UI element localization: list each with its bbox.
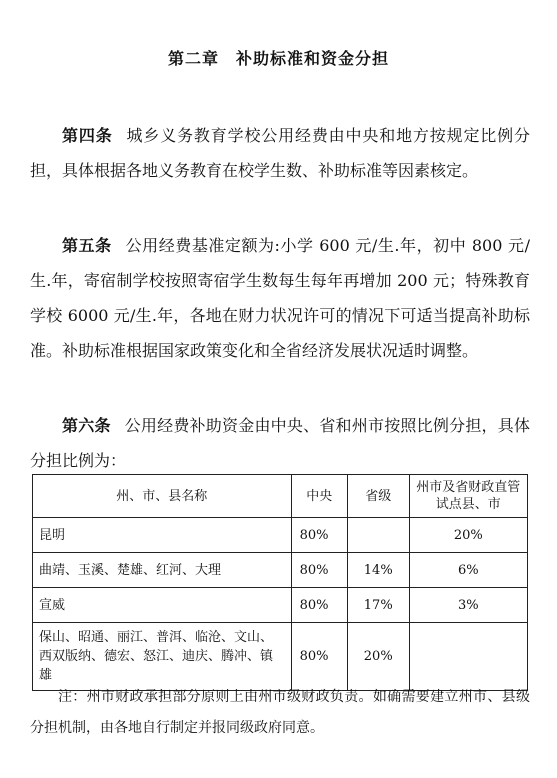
- cell-provincial: [347, 518, 409, 553]
- chapter-title: 第二章 补助标准和资金分担: [167, 49, 389, 68]
- table-row: [33, 588, 528, 623]
- table-row: [33, 518, 528, 553]
- cell-region: 保山、昭通、丽江、普洱、临沧、文山、西双版纳、德宏、怒江、迪庆、腾冲、镇雄: [33, 623, 292, 691]
- table-header-row: [33, 475, 528, 518]
- article-4: [30, 118, 530, 188]
- table-row: [33, 623, 528, 691]
- cell-prefecture: [409, 623, 527, 691]
- cell-prefecture: 6%: [409, 553, 527, 588]
- cell-provincial: 17%: [347, 588, 409, 623]
- cell-central: 80%: [291, 518, 347, 553]
- header-central: 中央: [291, 475, 347, 518]
- article-text: 公用经费补助资金由中央、省和州市按照比例分担，具体分担比例为：: [30, 416, 530, 470]
- cell-central: 80%: [291, 588, 347, 623]
- cell-region: 昆明: [33, 518, 292, 553]
- cell-region: 曲靖、玉溪、楚雄、红河、大理: [33, 553, 292, 588]
- article-text: 城乡义务教育学校公用经费由中央和地方按规定比例分担，具体根据各地义务教育在校学生数、补助标准等因素核定。: [30, 126, 530, 180]
- footnote: 注：州市财政承担部分原则上由州市级财政负责。如确需要建立州市、县级分担机制，由各地自行制定并报同级政府同意。: [30, 689, 530, 736]
- article-6: [30, 408, 530, 478]
- cell-provincial: 20%: [347, 623, 409, 691]
- article-text: 公用经费基准定额为:小学 600 元/生.年，初中 800 元/生.年，寄宿制学校按照寄宿学生数每生每年再增加 200 元；特殊教育学校 6000 元/生.年，各地在财力状况许可的情况下可适当提高补助标准。补助标准根据国家政策变化和全省经济发展状况适时调整。: [30, 236, 530, 360]
- article-number: 第五条: [62, 236, 112, 255]
- article-number: 第四条: [62, 126, 113, 145]
- cell-central: 80%: [291, 553, 347, 588]
- header-provincial: 省级: [347, 475, 409, 518]
- cell-region: 宣威: [33, 588, 292, 623]
- table-row: [33, 553, 528, 588]
- cost-sharing-table: [32, 474, 528, 691]
- header-prefecture: 州市及省财政直管试点县、市: [409, 475, 527, 518]
- cell-prefecture: 3%: [409, 588, 527, 623]
- article-5: [30, 228, 530, 368]
- cell-prefecture: 20%: [409, 518, 527, 553]
- article-number: 第六条: [62, 416, 111, 435]
- cell-provincial: 14%: [347, 553, 409, 588]
- header-region: 州、市、县名称: [33, 475, 292, 518]
- cell-central: 80%: [291, 623, 347, 691]
